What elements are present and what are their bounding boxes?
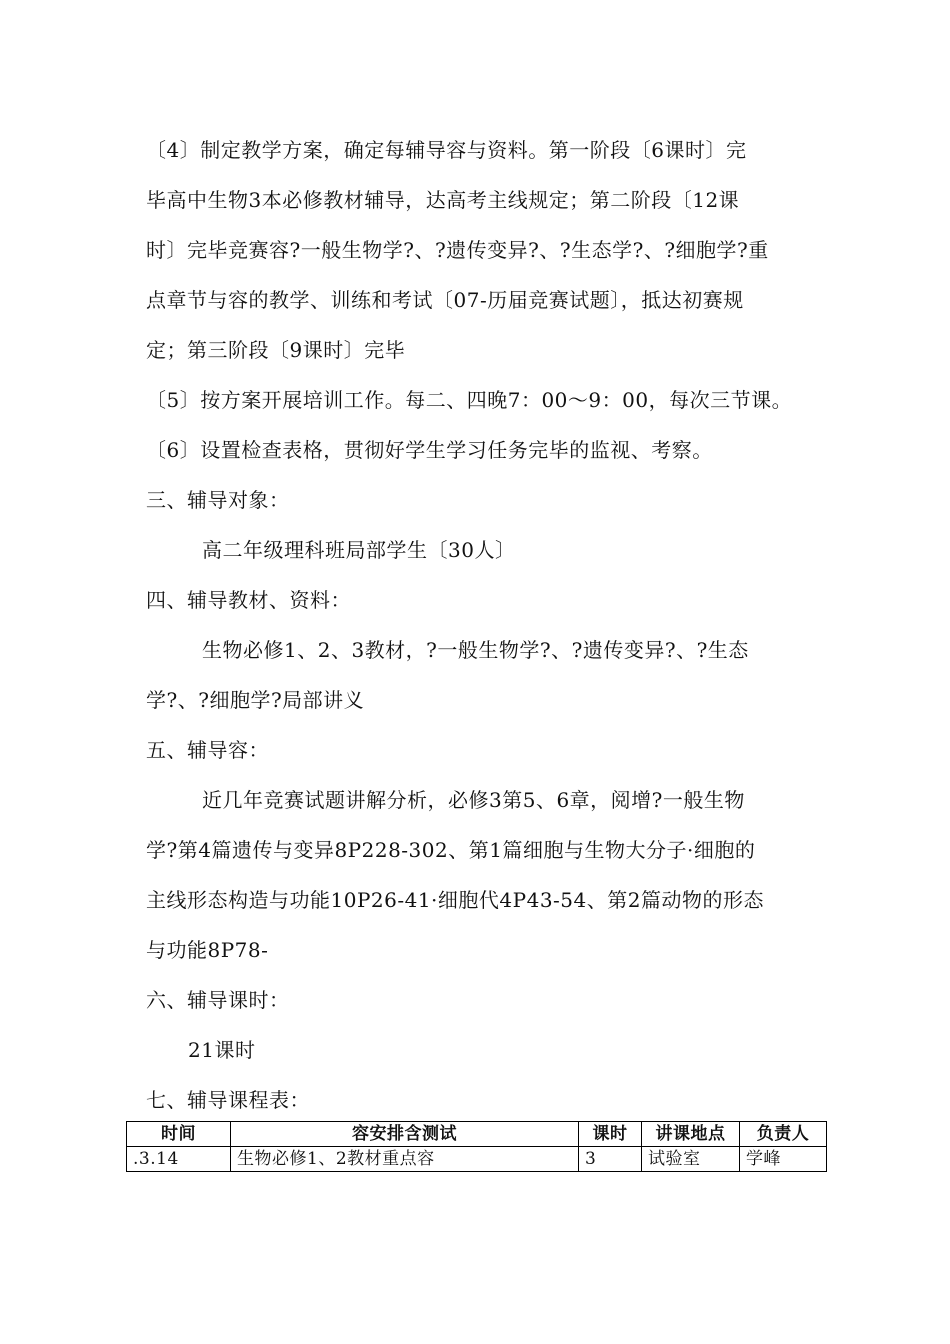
cell-time: .3.14 <box>127 1147 231 1172</box>
paragraph-line: 〔6〕设置检查表格，贯彻好学生学习任务完毕的监视、考察。 <box>146 438 713 462</box>
paragraph-line: 生物必修1、2、3教材，?一般生物学?、?遗传变异?、?生态 <box>202 638 749 662</box>
section-heading: 七、辅导课程表： <box>146 1088 310 1112</box>
section-heading: 五、辅导容： <box>146 738 269 762</box>
section-heading: 四、辅导教材、资料： <box>146 588 351 612</box>
paragraph-line: 〔4〕制定教学方案，确定每辅导容与资料。第一阶段〔6课时〕完 <box>146 138 747 162</box>
cell-content: 生物必修1、2教材重点容 <box>231 1147 579 1172</box>
header-owner: 负责人 <box>740 1122 827 1147</box>
paragraph-line: 与功能8P78- <box>146 938 269 962</box>
header-time: 时间 <box>127 1122 231 1147</box>
table-header-row <box>127 1122 827 1147</box>
header-content: 容安排含测试 <box>231 1122 579 1147</box>
cell-hours: 3 <box>579 1147 642 1172</box>
section-heading: 三、辅导对象： <box>146 488 290 512</box>
paragraph-line: 时〕完毕竞赛容?一般生物学?、?遗传变异?、?生态学?、?细胞学?重 <box>146 238 769 262</box>
schedule-table <box>126 1121 827 1172</box>
paragraph-line: 定；第三阶段〔9课时〕完毕 <box>146 338 406 362</box>
paragraph-line: 〔5〕按方案开展培训工作。每二、四晚7：00～9：00，每次三节课。 <box>146 388 793 412</box>
cell-location: 试验室 <box>642 1147 740 1172</box>
paragraph-line: 21课时 <box>188 1038 256 1062</box>
paragraph-line: 近几年竞赛试题讲解分析，必修3第5、6章，阅增?一般生物 <box>202 788 745 812</box>
cell-owner: 学峰 <box>740 1147 827 1172</box>
section-heading: 六、辅导课时： <box>146 988 290 1012</box>
paragraph-line: 学?第4篇遗传与变异8P228-302、第1篇细胞与生物大分子·细胞的 <box>146 838 756 862</box>
table-row <box>127 1147 827 1172</box>
header-location: 讲课地点 <box>642 1122 740 1147</box>
paragraph-line: 主线形态构造与功能10P26-41·细胞代4P43-54、第2篇动物的形态 <box>146 888 764 912</box>
paragraph-line: 学?、?细胞学?局部讲义 <box>146 688 365 712</box>
paragraph-line: 毕高中生物3本必修教材辅导，达高考主线规定；第二阶段〔12课 <box>146 188 740 212</box>
paragraph-line: 点章节与容的教学、训练和考试〔07-历届竞赛试题〕，抵达初赛规 <box>146 288 744 312</box>
header-hours: 课时 <box>579 1122 642 1147</box>
paragraph-line: 高二年级理科班局部学生〔30人〕 <box>202 538 516 562</box>
